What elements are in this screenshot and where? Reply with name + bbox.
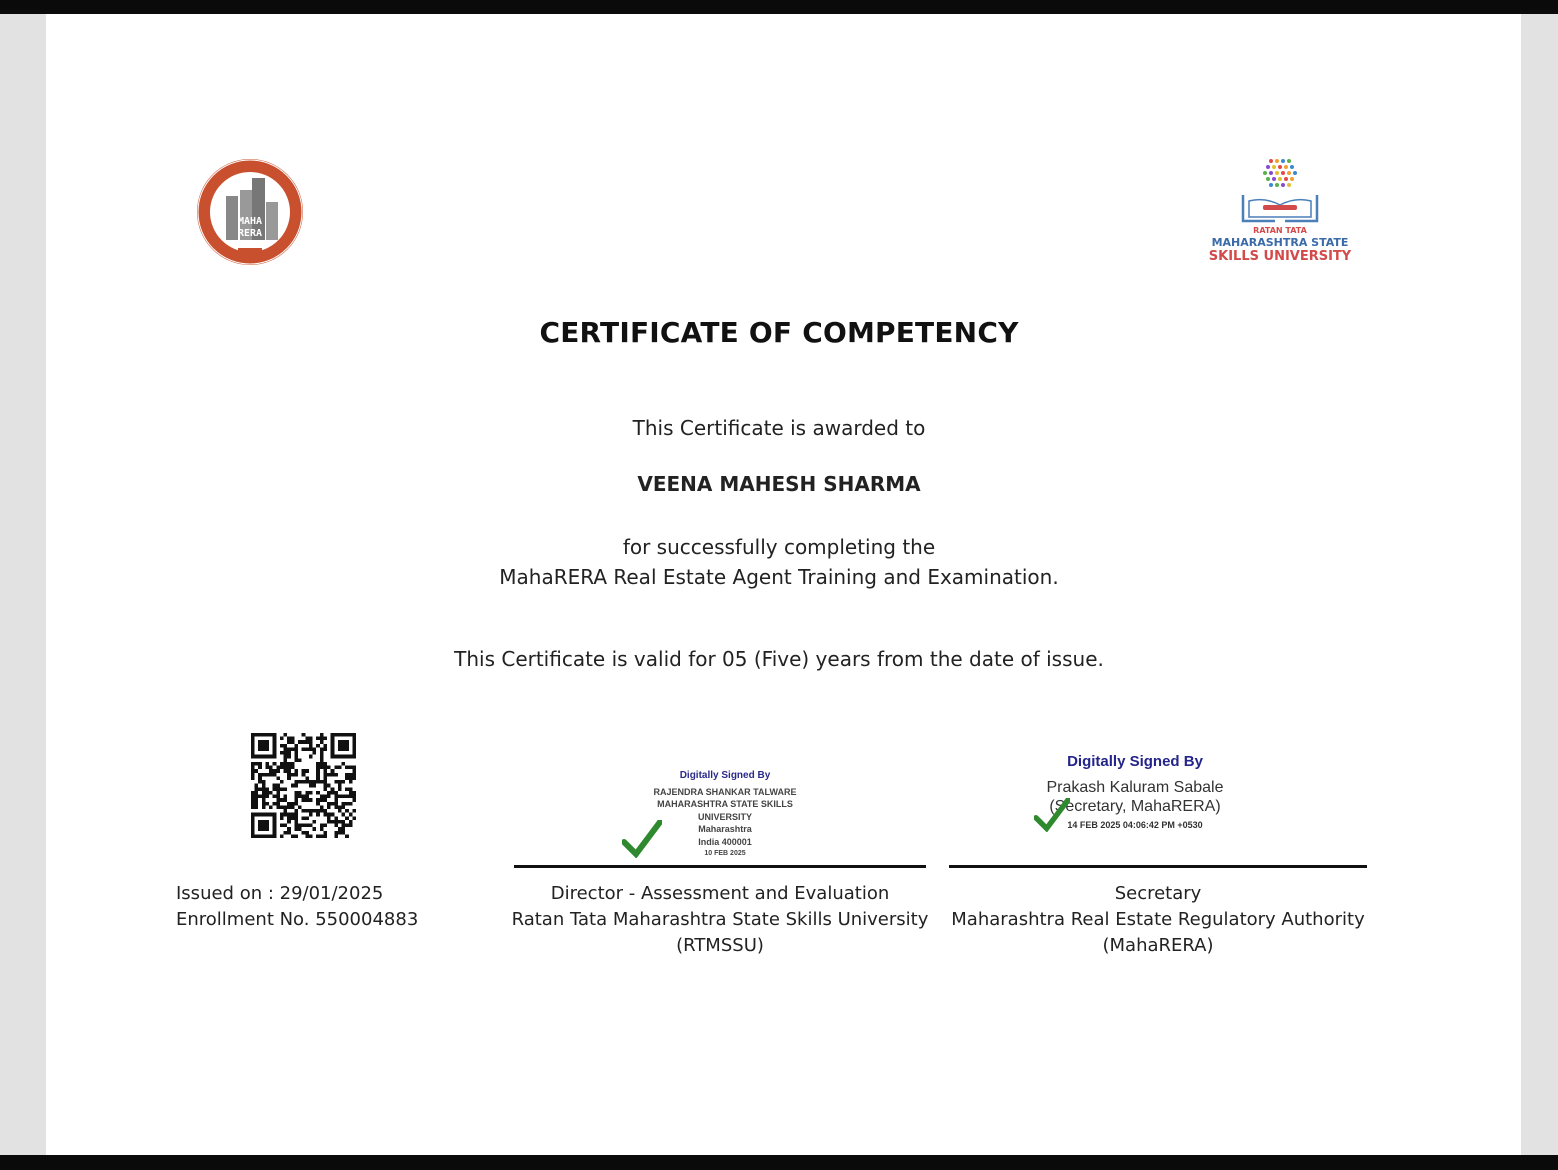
logo-dot bbox=[1263, 171, 1267, 175]
logo-dot bbox=[1266, 177, 1270, 181]
signatory-org-abbr: (RTMSSU) bbox=[676, 935, 764, 956]
completion-line-1: for successfully completing the bbox=[622, 535, 936, 559]
digitally-signed-label: Digitally Signed By bbox=[1067, 753, 1203, 770]
logo-dot bbox=[1284, 165, 1288, 169]
logo-dot bbox=[1275, 159, 1279, 163]
logo-dot bbox=[1278, 177, 1282, 181]
logo-dot bbox=[1287, 171, 1291, 175]
logo-dot bbox=[1287, 159, 1291, 163]
digitally-signed-label: Digitally Signed By bbox=[679, 770, 771, 781]
signer-role: (Secretary, MahaRERA) bbox=[1049, 798, 1221, 815]
bottom-bar bbox=[0, 1155, 1558, 1170]
top-bar bbox=[0, 0, 1558, 14]
svg-text:RERA: RERA bbox=[237, 228, 263, 239]
signatory-title: Director - Assessment and Evaluation bbox=[550, 883, 890, 904]
signatory-caption-2 bbox=[940, 881, 1376, 959]
enrollment-number: Enrollment No. 550004883 bbox=[176, 909, 419, 930]
logo-dot bbox=[1278, 165, 1282, 169]
svg-text:RATAN TATA: RATAN TATA bbox=[1253, 226, 1307, 235]
logo-dot bbox=[1290, 165, 1294, 169]
maharera-logo bbox=[194, 156, 306, 268]
checkmark-icon bbox=[1034, 798, 1070, 832]
signatory-title: Secretary bbox=[1114, 883, 1202, 904]
signatory-caption-1 bbox=[500, 881, 940, 959]
logo-dot bbox=[1284, 177, 1288, 181]
signer-name: Prakash Kaluram Sabale bbox=[1046, 779, 1224, 796]
logo-dot bbox=[1290, 177, 1294, 181]
signer-org: MAHARASHTRA STATE SKILLS bbox=[657, 799, 793, 809]
validity-statement: This Certificate is valid for 05 (Five) years from the date of issue. bbox=[454, 647, 1104, 671]
signature-line-1 bbox=[514, 865, 926, 868]
signatory-org-abbr: (MahaRERA) bbox=[1102, 935, 1214, 956]
signature-line-2 bbox=[949, 865, 1367, 868]
signer-location: India 400001 bbox=[698, 836, 752, 847]
logo-dot bbox=[1269, 159, 1273, 163]
rtmssu-logo bbox=[1205, 155, 1355, 267]
svg-text:MAHARASHTRA STATE: MAHARASHTRA STATE bbox=[1211, 236, 1349, 249]
signature-date: 10 FEB 2025 bbox=[704, 850, 746, 857]
issued-on: Issued on : 29/01/2025 bbox=[176, 883, 384, 904]
svg-text:MAHA: MAHA bbox=[237, 216, 263, 227]
logo-dot bbox=[1281, 171, 1285, 175]
logo-dot bbox=[1272, 165, 1276, 169]
logo-dot bbox=[1269, 171, 1273, 175]
svg-text:SKILLS UNIVERSITY: SKILLS UNIVERSITY bbox=[1208, 249, 1352, 264]
signer-name: RAJENDRA SHANKAR TALWARE bbox=[653, 786, 797, 797]
logo-dot bbox=[1266, 165, 1270, 169]
logo-dot bbox=[1287, 183, 1291, 187]
logo-dot bbox=[1269, 183, 1273, 187]
signer-state: Maharashtra bbox=[698, 824, 752, 834]
logo-dot bbox=[1293, 171, 1297, 175]
qr-code[interactable] bbox=[251, 733, 356, 838]
signatory-org: Ratan Tata Maharashtra State Skills University bbox=[511, 909, 929, 930]
recipient-name: VEENA MAHESH SHARMA bbox=[637, 472, 921, 496]
signer-org-2: UNIVERSITY bbox=[697, 811, 752, 822]
completion-line-2: MahaRERA Real Estate Agent Training and Examination. bbox=[499, 565, 1059, 589]
logo-dot bbox=[1281, 159, 1285, 163]
logo-dot bbox=[1275, 171, 1279, 175]
logo-dot bbox=[1272, 177, 1276, 181]
signatory-org: Maharashtra Real Estate Regulatory Authority bbox=[951, 909, 1365, 930]
logo-dot bbox=[1281, 183, 1285, 187]
signature-timestamp: 14 FEB 2025 04:06:42 PM +0530 bbox=[1067, 820, 1203, 830]
certificate-title: CERTIFICATE OF COMPETENCY bbox=[539, 316, 1019, 349]
checkmark-icon bbox=[622, 820, 662, 858]
logo-dot bbox=[1275, 183, 1279, 187]
awarded-to-label: This Certificate is awarded to bbox=[632, 416, 926, 440]
issue-details bbox=[176, 881, 418, 933]
